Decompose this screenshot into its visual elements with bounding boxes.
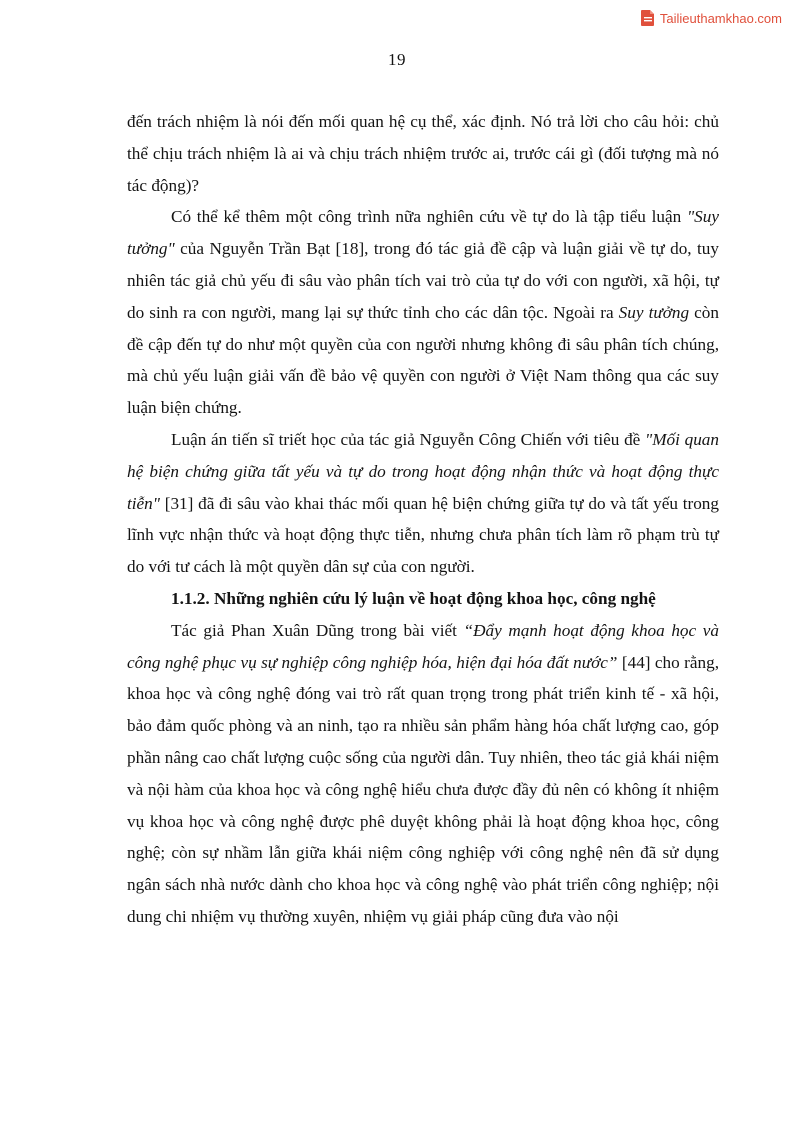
watermark-link[interactable] [641, 10, 782, 26]
text-run: Có thể kể thêm một công trình nữa nghiên cứu về tự do là tập tiểu luận [171, 207, 687, 227]
text-run-italic: “Đẩy mạnh hoạt động khoa học và công nghệ phục vụ sự nghiệp công nghiệp hóa, hiện đại hóa đất nước” [127, 620, 719, 672]
paragraph-1 [127, 106, 719, 201]
page-number: 19 [388, 50, 406, 69]
text-run: đến trách nhiệm là nói đến mối quan hệ cụ thể, xác định. Nó trả lời cho câu hỏi: chủ thể chịu trách nhiệm là ai và chịu trách nhiệm trước ai, trước cái gì (đối tượng mà nó tác động)? [127, 112, 719, 195]
text-run-italic: "Mối quan hệ biện chứng giữa tất yếu và tự do trong hoạt động nhận thức và hoạt động thực tiễn" [127, 429, 719, 513]
text-run: [31] đã đi sâu vào khai thác mối quan hệ biện chứng giữa tự do và tất yếu trong lĩnh vực nhận thức và hoạt động thực tiễn, nhưng chưa phân tích làm rõ phạm trù tự do với tư cách là một quyền dân sự của con người. [127, 493, 719, 577]
watermark-logo-icon [641, 10, 655, 26]
paragraph-3 [127, 424, 719, 583]
text-run-italic: "Suy tưởng" [127, 207, 719, 259]
section-heading [127, 583, 719, 615]
text-run-italic: Suy tưởng [618, 302, 690, 322]
watermark-text: Tailieuthamkhao.com [659, 10, 782, 26]
document-body [127, 106, 719, 933]
text-run: Tác giả Phan Xuân Dũng trong bài viết [171, 620, 464, 640]
text-run: Luận án tiến sĩ triết học của tác giả Nguyễn Công Chiến với tiêu đề [171, 429, 645, 449]
paragraph-4 [127, 615, 719, 933]
text-run: còn đề cập đến tự do như một quyền của con người nhưng không đi sâu phân tích chúng, mà chủ yếu luận giải vấn đề bảo vệ quyền con người ở Việt Nam thông qua các suy luận biện chứng. [127, 302, 719, 418]
text-run: của Nguyễn Trần Bạt [18], trong đó tác giả đề cập và luận giải về tự do, tuy nhiên tác giả chủ yếu đi sâu vào phân tích vai trò của tự do với con người, xã hội, tự do sinh ra con người, mang lại sự thức tỉnh cho các dân tộc. Ngoài ra [127, 239, 719, 322]
paragraph-2 [127, 201, 719, 424]
text-run: [44] cho rằng, khoa học và công nghệ đóng vai trò rất quan trọng trong phát triển kinh tế - xã hội, bảo đảm quốc phòng và an ninh, tạo ra nhiều sản phẩm hàng hóa chất lượng cao, góp phần nâng cao chất lượng cuộc sống của người dân. Tuy nhiên, theo tác giả khái niệm và nội hàm của khoa học và công nghệ hiểu chưa được đầy đủ nên có không ít nhiệm vụ khoa học và công nghệ được phê duyệt không phải là hoạt động khoa học, công nghệ; còn sự nhầm lẫn giữa khái niệm công nghiệp với công nghệ nên đã sử dụng ngân sách nhà nước dành cho khoa học và công nghệ vào phát triển công nghiệp; nội dung chi nhiệm vụ thường xuyên, nhiệm vụ giải pháp cũng đưa vào nội [127, 652, 719, 926]
heading-text: 1.1.2. Những nghiên cứu lý luận về hoạt động khoa học, công nghệ [171, 588, 656, 608]
